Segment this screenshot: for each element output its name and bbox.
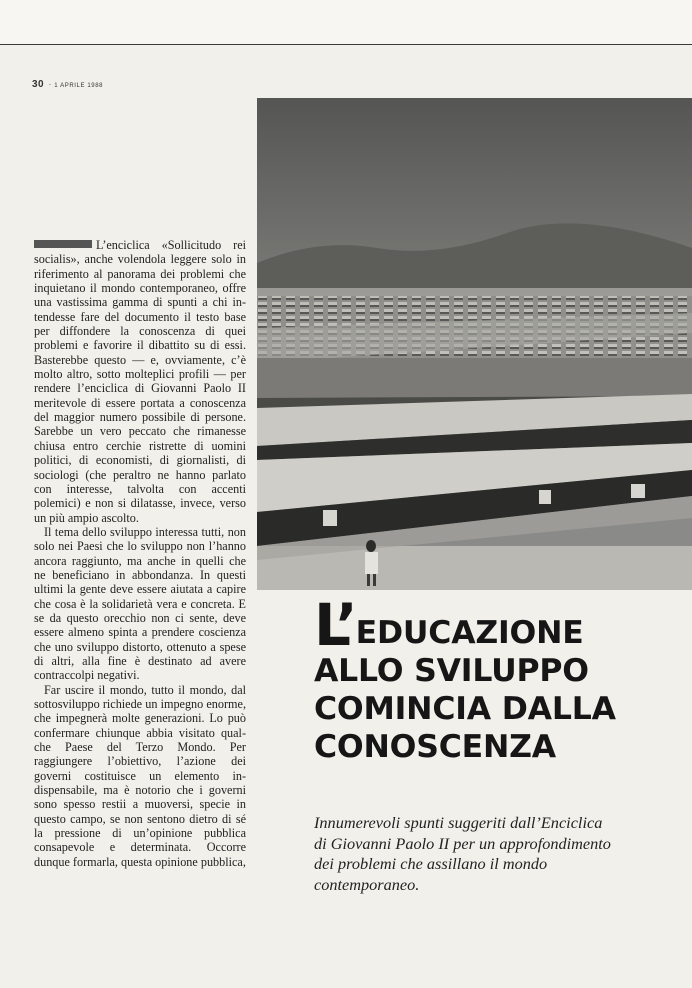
paragraph-text: L’enciclica «Sollicitudo rei socialis», anche volendola leggere solo in riferimento al panorama dei problemi che inquietano il mondo contemporaneo, offre una vastissima gamma di spunti a chi intendesse fare del documento il testo base per diffondere la conoscenza di quei problemi e favorire il dibattito su di essi. Basterebbe questo — e, ovviamente, c’è molto altro, sotto molteplici profili — per rendere l’enciclica di Giovanni Paolo II meritevole di essere portata a conoscenza del maggior numero possibile di persone. Sarebbe un vero peccato che rimanesse chiusa entro cerchie ristrette di uomini politici, di economisti, di giornalisti, di sociologi (che peraltro ne hanno parlato con interesse, talvolta con accenti polemici) e non si dilatasse, invece, verso un più ampio ascolto. (34, 238, 246, 525)
headline-line-3: COMINCIA DALLA (314, 691, 616, 727)
headline-line-4: CONOSCENZA (314, 729, 556, 765)
page-number: 30 (32, 79, 44, 90)
headline-line-1 (314, 591, 692, 659)
headline-drop-letter: L’ (314, 591, 356, 659)
paragraph: Il tema dello sviluppo interessa tutti, non solo nei Paesi che lo sviluppo non l’hanno ancora raggiunto, ma anche in quelli che ne beneficiano in abbondanza. In questi ultimi la gente deve essere aiutata a capire che cosa è la solidarietà vera e concreta. E se da questo orecchio non ci sente, deve essere almeno spinta a prendere coscienza che uno sviluppo distorto, ottenuto a spese di altri, alla fine è destinato ad avere contraccolpi negativi. (34, 524, 246, 683)
headline-text-1: EDUCAZIONE (355, 615, 584, 651)
article-headline (314, 591, 692, 766)
folio-separator: · (48, 80, 52, 89)
page-folio (32, 79, 103, 90)
article-body (34, 238, 246, 869)
article-subtitle: Innumerevoli spunti suggeriti dall’Enciclica di Giovanni Paolo II per un approfondimento dei problemi che assillano il mondo contemporaneo. (314, 813, 611, 894)
issue-date: 1 APRILE 1988 (54, 83, 104, 89)
header-rule (0, 44, 692, 45)
lead-marker (34, 240, 92, 248)
paragraph: Far uscire il mondo, tutto il mondo, dal sottosviluppo richiede un impegno enorme, che impegnerà molte generazioni. Lo può confermare chiunque abbia visitato qualche Paese del Terzo Mondo. Per raggiungere l’obiettivo, l’azione dei governi costituisce un elemento indispensabile, ma è notorio che i governi sono spesso restii a muoversi, specie in questo campo, se non sentono dietro di sé la pressione di un’opinione pubblica consapevole e determinata. Occorre dunque formarla, questa opinione pubblica, (34, 682, 246, 869)
article-photo (257, 98, 692, 590)
headline-line-2: ALLO SVILUPPO (314, 653, 589, 689)
top-margin (0, 0, 692, 44)
refugee-camp-photo (257, 98, 692, 590)
paragraph (34, 238, 246, 525)
